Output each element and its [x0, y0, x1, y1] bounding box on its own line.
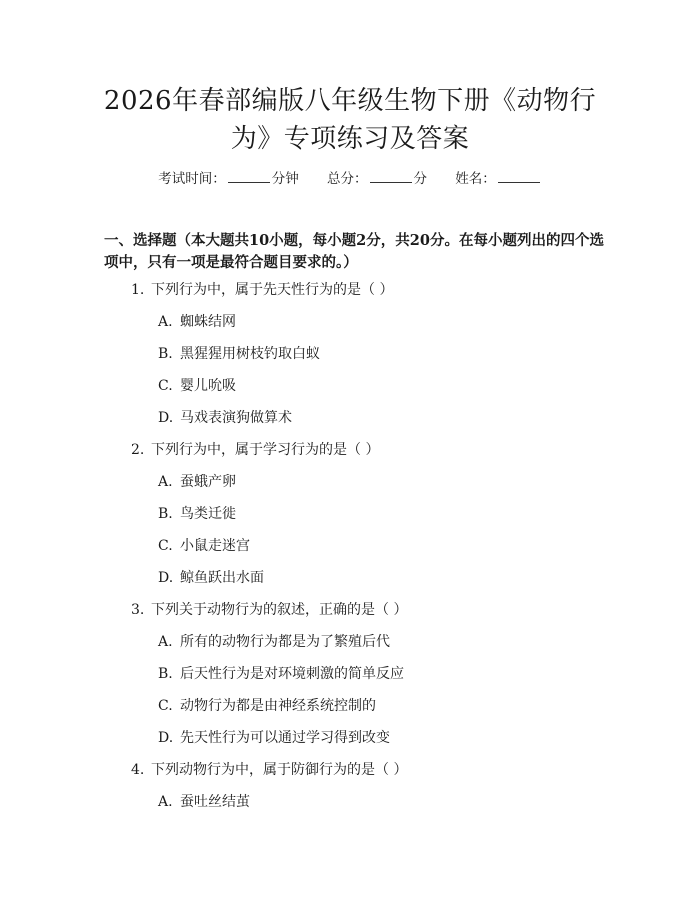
- page-title: [60, 82, 640, 158]
- option-1a: [158, 312, 236, 332]
- question-text: 下列行为中，属于先天性行为的是（ ）: [151, 282, 394, 298]
- section-heading: [104, 230, 604, 274]
- option-3d: [158, 728, 390, 748]
- option-letter: A.: [158, 794, 173, 810]
- question-2: [131, 440, 379, 460]
- question-3: [131, 600, 407, 620]
- exam-time-blank: [228, 168, 270, 183]
- option-2c: [158, 536, 250, 556]
- option-letter: C.: [158, 698, 173, 714]
- question-number: 4.: [131, 762, 145, 778]
- exam-time-unit: 分钟: [271, 171, 299, 187]
- total-score-unit: 分: [413, 171, 427, 187]
- option-1d: [158, 408, 292, 428]
- section-heading-line-2: 项中，只有一项是最符合题目要求的。）: [104, 254, 358, 271]
- question-text: 下列关于动物行为的叙述，正确的是（ ）: [151, 602, 408, 618]
- option-letter: A.: [158, 314, 173, 330]
- option-2d: [158, 568, 264, 588]
- option-1b: [158, 344, 320, 364]
- option-text: 蜘蛛结网: [180, 314, 236, 330]
- option-3b: [158, 664, 404, 684]
- question-number: 1.: [131, 282, 145, 298]
- option-text: 黑猩猩用树枝钓取白蚁: [180, 346, 320, 362]
- total-score-label: 总分：: [327, 171, 368, 187]
- option-3c: [158, 696, 376, 716]
- exam-time-field: [158, 171, 303, 187]
- option-letter: B.: [158, 666, 173, 682]
- option-4a: [158, 792, 250, 812]
- question-text: 下列行为中，属于学习行为的是（ ）: [151, 442, 380, 458]
- exam-info: [0, 168, 700, 189]
- total-score-blank: [370, 168, 412, 183]
- title-line-1: 2026年春部编版八年级生物下册《动物行: [103, 86, 597, 116]
- section-heading-line-1: 一、选择题（本大题共10小题，每小题2分，共20分。在每小题列出的四个选: [104, 232, 604, 249]
- option-text: 马戏表演狗做算术: [180, 410, 292, 426]
- option-text: 鸟类迁徙: [180, 506, 236, 522]
- student-name-blank: [498, 168, 540, 183]
- student-name-label: 姓名：: [455, 171, 496, 187]
- exam-time-label: 考试时间：: [158, 171, 226, 187]
- option-text: 先天性行为可以通过学习得到改变: [180, 730, 390, 746]
- option-text: 鲸鱼跃出水面: [180, 570, 264, 586]
- student-name-field: [455, 171, 542, 187]
- question-text: 下列动物行为中，属于防御行为的是（ ）: [151, 762, 408, 778]
- option-letter: D.: [158, 570, 174, 586]
- question-number: 3.: [131, 602, 145, 618]
- option-letter: C.: [158, 538, 173, 554]
- title-line-2: 为》专项练习及答案: [230, 124, 470, 154]
- option-text: 蚕吐丝结茧: [180, 794, 250, 810]
- option-2a: [158, 472, 236, 492]
- option-letter: A.: [158, 634, 173, 650]
- option-2b: [158, 504, 236, 524]
- option-text: 蚕蛾产卵: [180, 474, 236, 490]
- option-3a: [158, 632, 390, 652]
- question-number: 2.: [131, 442, 145, 458]
- option-text: 所有的动物行为都是为了繁殖后代: [180, 634, 390, 650]
- option-letter: A.: [158, 474, 173, 490]
- option-letter: D.: [158, 730, 174, 746]
- question-4: [131, 760, 407, 780]
- question-1: [131, 280, 393, 300]
- option-letter: D.: [158, 410, 174, 426]
- option-text: 婴儿吮吸: [180, 378, 236, 394]
- option-text: 小鼠走迷宫: [180, 538, 250, 554]
- option-letter: B.: [158, 346, 173, 362]
- option-letter: B.: [158, 506, 173, 522]
- total-score-field: [327, 171, 431, 187]
- option-letter: C.: [158, 378, 173, 394]
- option-text: 动物行为都是由神经系统控制的: [180, 698, 376, 714]
- option-text: 后天性行为是对环境刺激的简单反应: [180, 666, 404, 682]
- option-1c: [158, 376, 236, 396]
